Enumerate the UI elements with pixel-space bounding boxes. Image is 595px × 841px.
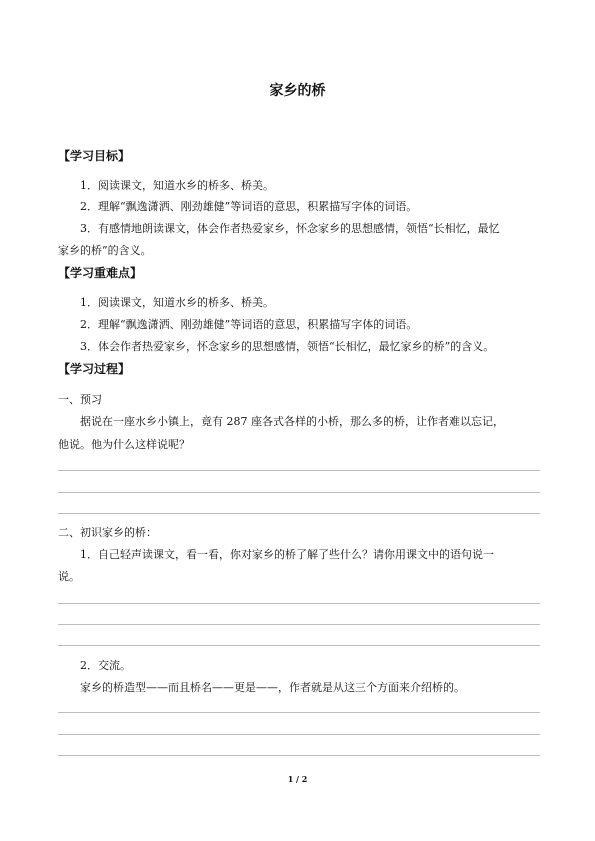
question2-text: 家乡的桥造型——而且桥名——更是——，作者就是从这三个方面来介绍桥的。: [80, 681, 465, 694]
keypoint-item-2: 2．理解“飘逸潇洒、刚劲雄健”等词语的意思，积累描写字体的词语。: [80, 318, 418, 331]
preview-text-line-1: 据说在一座水乡小镇上，竟有 287 座各式各样的小桥，那么多的桥，让作者难以忘记，: [80, 415, 504, 428]
section2-heading: 二、初识家乡的桥：: [58, 526, 157, 539]
answer-line: [58, 470, 540, 471]
answer-line: [58, 492, 540, 493]
page-number: 1 / 2: [287, 774, 308, 784]
goal-item-1: 1．阅读课文，知道水乡的桥多、桥美。: [80, 179, 274, 192]
question1-line-1: 1．自己轻声读课文，看一看，你对家乡的桥了解了些什么？请你用课文中的语句说一: [80, 548, 494, 561]
goal-item-3-cont: 家乡的桥”的含义。: [58, 244, 152, 257]
preview-heading: 一、预习: [58, 393, 102, 406]
goal-item-2: 2．理解“飘逸潇洒、刚劲雄健”等词语的意思，积累描写字体的词语。: [80, 200, 418, 213]
section-header-keypoints: 【学习重难点】: [58, 266, 143, 280]
answer-line: [58, 712, 540, 713]
section-header-process: 【学习过程】: [58, 362, 131, 376]
preview-text-line-2: 他说。他为什么这样说呢？: [58, 438, 190, 451]
answer-line: [58, 624, 540, 625]
question1-line-2: 说。: [58, 570, 80, 583]
keypoint-item-3: 3．体会作者热爱家乡，怀念家乡的思想感情，领悟“长相忆，最忆家乡的桥”的含义。: [80, 340, 495, 353]
answer-line: [58, 734, 540, 735]
answer-line: [58, 645, 540, 646]
question2-heading: 2．交流。: [80, 659, 131, 672]
page-title: 家乡的桥: [269, 83, 326, 99]
answer-line: [58, 603, 540, 604]
keypoint-item-1: 1．阅读课文，知道水乡的桥多、桥美。: [80, 296, 274, 309]
answer-line: [58, 755, 540, 756]
goal-item-3: 3．有感情地朗读课文，体会作者热爱家乡，怀念家乡的思想感情，领悟“长相忆，最忆: [80, 222, 500, 235]
answer-line: [58, 513, 540, 514]
section-header-goals: 【学习目标】: [58, 149, 131, 163]
